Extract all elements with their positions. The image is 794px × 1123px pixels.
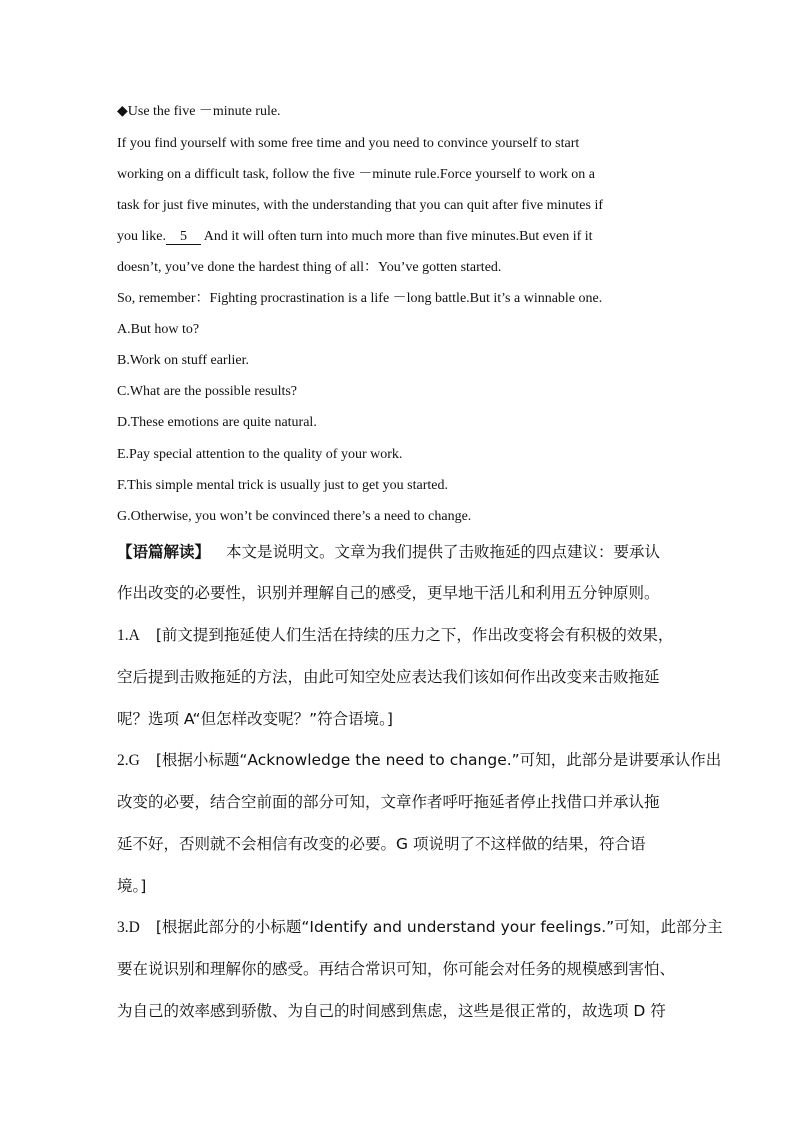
analysis-intro-line-1 xyxy=(117,542,687,562)
analysis-intro-line-2: 作出改变的必要性，识别并理解自己的感受，更早地干活儿和利用五分钟原则。 xyxy=(117,584,660,602)
answer-3-text-1: [根据此部分的小标题“Identify and understand your feelings.”可知，此部分主 xyxy=(155,918,723,936)
passage-line-2: working on a difficult task, follow the five －minute rule.Force yourself to work on a xyxy=(117,167,595,182)
passage-line-4-end: And it will often turn into much more than five minutes.But even if it xyxy=(203,229,593,244)
option-a: A.But how to? xyxy=(117,322,200,337)
option-c: C.What are the possible results? xyxy=(117,384,298,399)
answer-3-line-2: 要在说识别和理解你的感受。再结合常识可知，你可能会对任务的规模感到害怕、 xyxy=(117,960,676,978)
answer-2-text-1: [根据小标题“Acknowledge the need to change.”可知，此部分是讲要承认作出 xyxy=(155,751,722,769)
passage-line-5: doesn’t, you’ve done the hardest thing of all：You’ve gotten started. xyxy=(117,260,502,275)
answer-3-line-1 xyxy=(117,917,723,938)
answer-2-line-2: 改变的必要，结合空前面的部分可知，文章作者呼吁拖延者停止找借口并承认拖 xyxy=(117,793,660,811)
tip-title: ◆Use the five －minute rule. xyxy=(117,104,281,119)
passage-line-1: If you find yourself with some free time and you need to convince yourself to start xyxy=(117,136,580,151)
answer-3-label: 3.D xyxy=(117,919,140,936)
option-b: B.Work on stuff earlier. xyxy=(117,353,249,368)
option-d: D.These emotions are quite natural. xyxy=(117,415,317,430)
passage-line-4-start: you like. xyxy=(117,229,166,244)
answer-1-line-1 xyxy=(117,625,687,646)
answer-blank-5: 5 xyxy=(166,229,201,245)
answer-1-line-2: 空后提到击败拖延的方法，由此可知空处应表达我们该如何作出改变来击败拖延 xyxy=(117,668,660,686)
answer-2-label: 2.G xyxy=(117,752,140,769)
answer-1-label: 1.A xyxy=(117,627,140,644)
answer-3-line-3: 为自己的效率感到骄傲、为自己的时间感到焦虑，这些是很正常的，故选项 D 符 xyxy=(117,1002,666,1020)
passage-closing: So, remember：Fighting procrastination is a life －long battle.But it’s a winnable one. xyxy=(117,291,603,306)
option-e: E.Pay special attention to the quality of your work. xyxy=(117,447,403,462)
option-f: F.This simple mental trick is usually just to get you started. xyxy=(117,478,448,493)
passage-line-4 xyxy=(117,228,687,246)
analysis-heading: 【语篇解读】 xyxy=(117,543,211,561)
answer-2-line-3: 延不好，否则就不会相信有改变的必要。G 项说明了不这样做的结果，符合语 xyxy=(117,835,646,853)
analysis-intro-text-1: 本文是说明文。文章为我们提供了击败拖延的四点建议：要承认 xyxy=(226,543,661,561)
passage-line-3: task for just five minutes, with the understanding that you can quit after five minutes if xyxy=(117,198,604,213)
answer-2-line-4: 境。] xyxy=(117,877,147,895)
answer-2-line-1 xyxy=(117,750,722,771)
option-g: G.Otherwise, you won’t be convinced there’s a need to change. xyxy=(117,509,472,524)
answer-1-line-3: 呢？选项 A“但怎样改变呢？”符合语境。] xyxy=(117,710,393,728)
answer-1-text-1: [前文提到拖延使人们生活在持续的压力之下，作出改变将会有积极的效果， xyxy=(155,626,674,644)
